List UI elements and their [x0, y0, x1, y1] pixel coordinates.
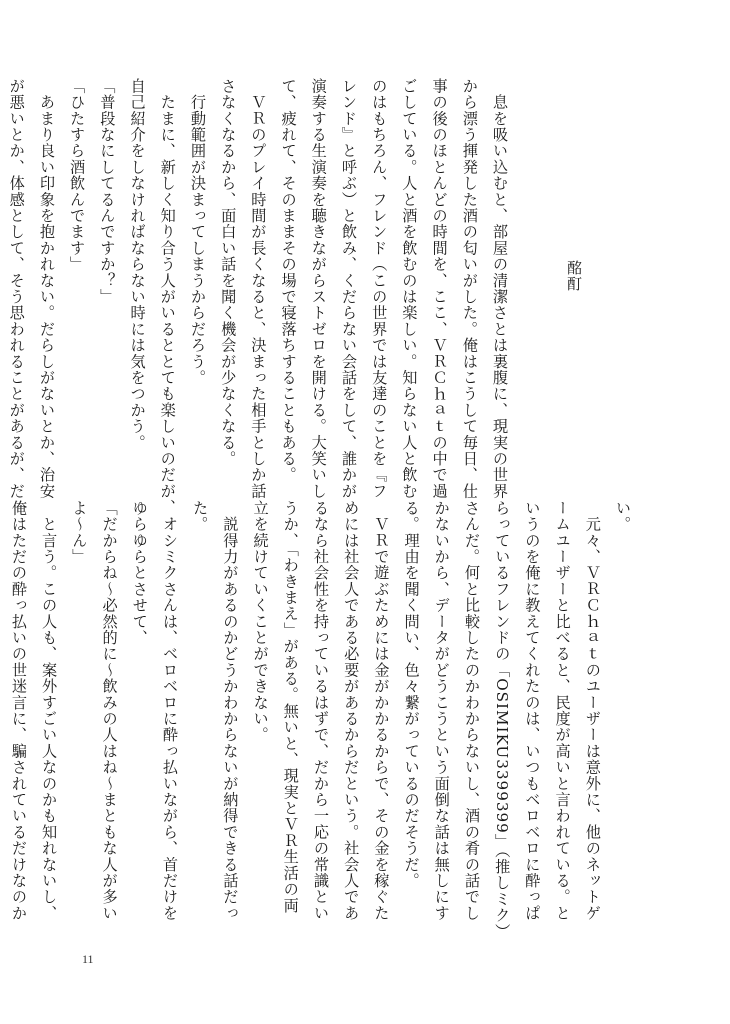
text-line: 「だからね〜必然的に〜飲みの人はね〜まともな人が多い: [100, 500, 119, 922]
text-block-upper: [0, 78, 515, 516]
text-line: めには社会人である必要があるからだという。社会人であ: [342, 500, 361, 922]
text-line: が悪いとか、体感として、そう思われることがあるが、だ: [7, 78, 26, 500]
text-block-lower: [0, 500, 638, 940]
text-line: 元々、ＶＲＣｈａｔのユーザーは意外に、他のネットゲ: [583, 500, 602, 922]
text-line: 行動範囲が決まってしまうからだろう。: [188, 78, 207, 386]
text-line: のはもちろん、フレンド（この世界では友達のことを『フ: [370, 78, 389, 500]
text-line: オシミクさんは、ベロベロに酔っ払いながら、首だけを: [160, 500, 179, 922]
text-line: から漂う揮発した酒の匂いがした。俺はこうして毎日、仕: [460, 78, 479, 500]
chapter-title: 酩酊: [565, 260, 583, 292]
text-line: 立を続けていくことができない。: [251, 500, 270, 743]
text-line: るなら社会性を持っているはずで、だから一応の常識とい: [311, 500, 330, 922]
text-line: ゆらゆらとさせて、: [130, 500, 149, 646]
text-line: 事の後のほとんどの時間を、ここ、ＶＲＣｈａｔの中で過: [430, 78, 449, 500]
text-line: い。: [614, 500, 632, 533]
text-line: たまに、新しく知り合う人がいるととても楽しいのだが、: [158, 78, 177, 516]
text-line: ームユーザーと比べると、民度が高いと言われている。と: [553, 500, 572, 922]
text-line: さなくなるから、面白い話を聞く機会が少なくなる。: [219, 78, 238, 467]
text-line: らっているフレンドの「OSIMIKU3399399」（推しミク）: [493, 500, 512, 940]
text-line: [0, 78, 2, 470]
text-line: 俺はただの酔っ払いの世迷言に、騙されているだけなのか: [9, 500, 28, 922]
text-line: た。: [191, 500, 210, 533]
text-line: 自己紹介をしなければならない時には気をつかう。: [128, 78, 147, 451]
text-line: よ〜ん」: [70, 500, 89, 565]
text-line: レンド』と呼ぶ）と飲み、くだらない会話をして、誰かが: [339, 78, 358, 500]
page-number: 11: [82, 952, 94, 966]
text-line: 説得力があるのかどうかわからないが納得できる話だっ: [221, 500, 240, 922]
text-line: うか、「わきまえ」がある。無いと、現実とＶＲ生活の両: [281, 500, 300, 914]
text-line: さんだ。何と比較したのかわからないし、酒の肴の話でし: [462, 500, 481, 922]
text-line: 「普段なにしてるんですか？」: [98, 78, 117, 305]
text-line: て、疲れて、そのままその場で寝落ちすることもある。: [279, 78, 298, 483]
text-line: と言う。この人も、案外すごい人なのかも知れないし、: [40, 500, 59, 922]
text-line: ＶＲのプレイ時間が長くなると、決まった相手としか話: [249, 78, 268, 500]
text-line: 息を吸い込むと、部屋の清潔さとは裏腹に、現実の世界: [491, 78, 509, 500]
text-line: 「ひたすら酒飲んでます」: [68, 78, 87, 273]
text-line: 演奏する生演奏を聴きながらストゼロを開ける。大笑いし: [309, 78, 328, 500]
text-line: る。理由を聞く問い、色々繋がっているのだそうだ。: [402, 500, 421, 889]
text-line: あまり良い印象を抱かれない。だらしがないとか、治安: [37, 78, 56, 500]
text-line: かないから、データがどうこうという面倒な話は無しにす: [432, 500, 451, 922]
text-line: ごしている。人と酒を飲むのは楽しい。知らない人と飲む: [400, 78, 419, 500]
text-line: ＶＲで遊ぶためには金がかかるからで、その金を稼ぐた: [372, 500, 391, 922]
text-line: いうのを俺に教えてくれたのは、いつもベロベロに酔っぱ: [523, 500, 542, 922]
